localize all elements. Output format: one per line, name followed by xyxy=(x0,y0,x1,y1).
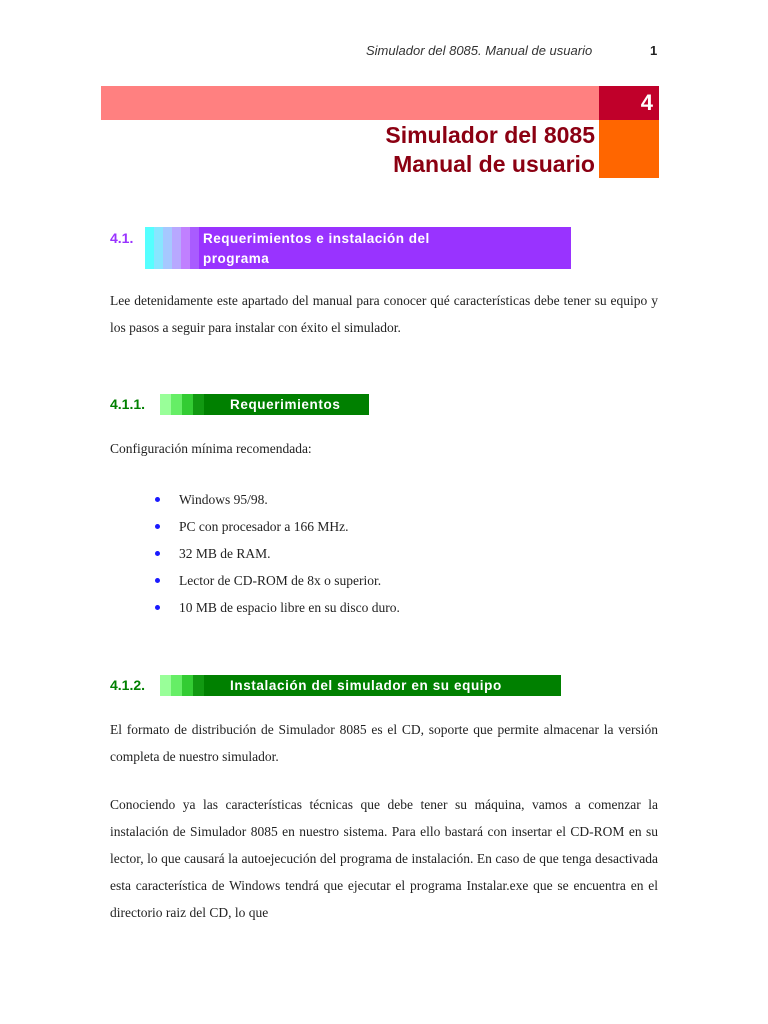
list-item-text: Lector de CD-ROM de 8x o superior. xyxy=(179,573,382,588)
subsection-number-4-1-1: 4.1.1. xyxy=(110,396,146,412)
gradient-strip xyxy=(190,227,199,269)
bullet-icon xyxy=(155,605,160,610)
bullet-icon xyxy=(155,497,160,502)
requirements-list xyxy=(155,486,400,621)
subsection-heading-4-1-2: Instalación del simulador en su equipo xyxy=(204,675,561,696)
subsection-heading-gradient xyxy=(160,675,204,696)
subsection-heading-gradient xyxy=(160,394,204,415)
gradient-strip xyxy=(160,675,171,696)
subsection-number-4-1-2: 4.1.2. xyxy=(110,677,146,693)
bullet-icon xyxy=(155,524,160,529)
bullet-icon xyxy=(155,551,160,556)
subsection-heading-4-1-1: Requerimientos xyxy=(204,394,369,415)
requirements-lead: Configuración mínima recomendada: xyxy=(110,441,312,456)
page-number: 1 xyxy=(650,43,658,58)
list-item-text: Windows 95/98. xyxy=(179,492,268,507)
list-item-text: PC con procesador a 166 MHz. xyxy=(179,519,349,534)
chapter-title xyxy=(300,121,595,179)
gradient-strip xyxy=(163,227,172,269)
list-item xyxy=(155,567,400,594)
chapter-number: 4 xyxy=(640,90,653,115)
gradient-strip xyxy=(181,227,190,269)
gradient-strip xyxy=(172,227,181,269)
list-item-text: 10 MB de espacio libre en su disco duro. xyxy=(179,600,400,615)
list-item xyxy=(155,486,400,513)
chapter-title-line-2: Manual de usuario xyxy=(393,151,595,177)
gradient-strip xyxy=(182,675,193,696)
gradient-strip xyxy=(182,394,193,415)
list-item xyxy=(155,540,400,567)
list-item xyxy=(155,513,400,540)
gradient-strip xyxy=(193,394,204,415)
list-item xyxy=(155,594,400,621)
chapter-title-line-1: Simulador del 8085 xyxy=(385,122,595,148)
chapter-banner xyxy=(101,86,599,120)
gradient-strip xyxy=(145,227,154,269)
gradient-strip xyxy=(171,394,182,415)
gradient-strip xyxy=(154,227,163,269)
list-item-text: 32 MB de RAM. xyxy=(179,546,271,561)
bullet-icon xyxy=(155,578,160,583)
section-number: 4.1. xyxy=(110,230,134,246)
chapter-accent-box xyxy=(599,120,659,178)
gradient-strip xyxy=(160,394,171,415)
section-title-line-1: Requerimientos e instalación del xyxy=(203,231,430,246)
running-header-title: Simulador del 8085. Manual de usuario xyxy=(366,43,593,58)
section-title-line-2: programa xyxy=(203,251,270,266)
installation-paragraph-1: El formato de distribución de Simulador 8085 es el CD, soporte que permite almacenar la versión completa de nuestro simulador. xyxy=(110,722,658,764)
gradient-strip xyxy=(193,675,204,696)
gradient-strip xyxy=(171,675,182,696)
section-heading-gradient xyxy=(145,227,199,269)
section-heading xyxy=(199,227,571,269)
installation-paragraph-2: Conociendo ya las características técnicas que debe tener su máquina, vamos a comenzar la instalación de Simulador 8085 en nuestro sistema. Para ello bastará con insertar el CD-ROM en su lector, lo que causará la autoejecución del programa de instalación. En caso de que tenga desactivada esta característica de Windows tendrá que ejecutar el programa Instalar.exe que se encuentra en el directorio raiz del CD, lo que xyxy=(110,797,658,920)
section-intro-paragraph: Lee detenidamente este apartado del manual para conocer qué características debe tener su equipo y los pasos a seguir para instalar con éxito el simulador. xyxy=(110,293,658,335)
